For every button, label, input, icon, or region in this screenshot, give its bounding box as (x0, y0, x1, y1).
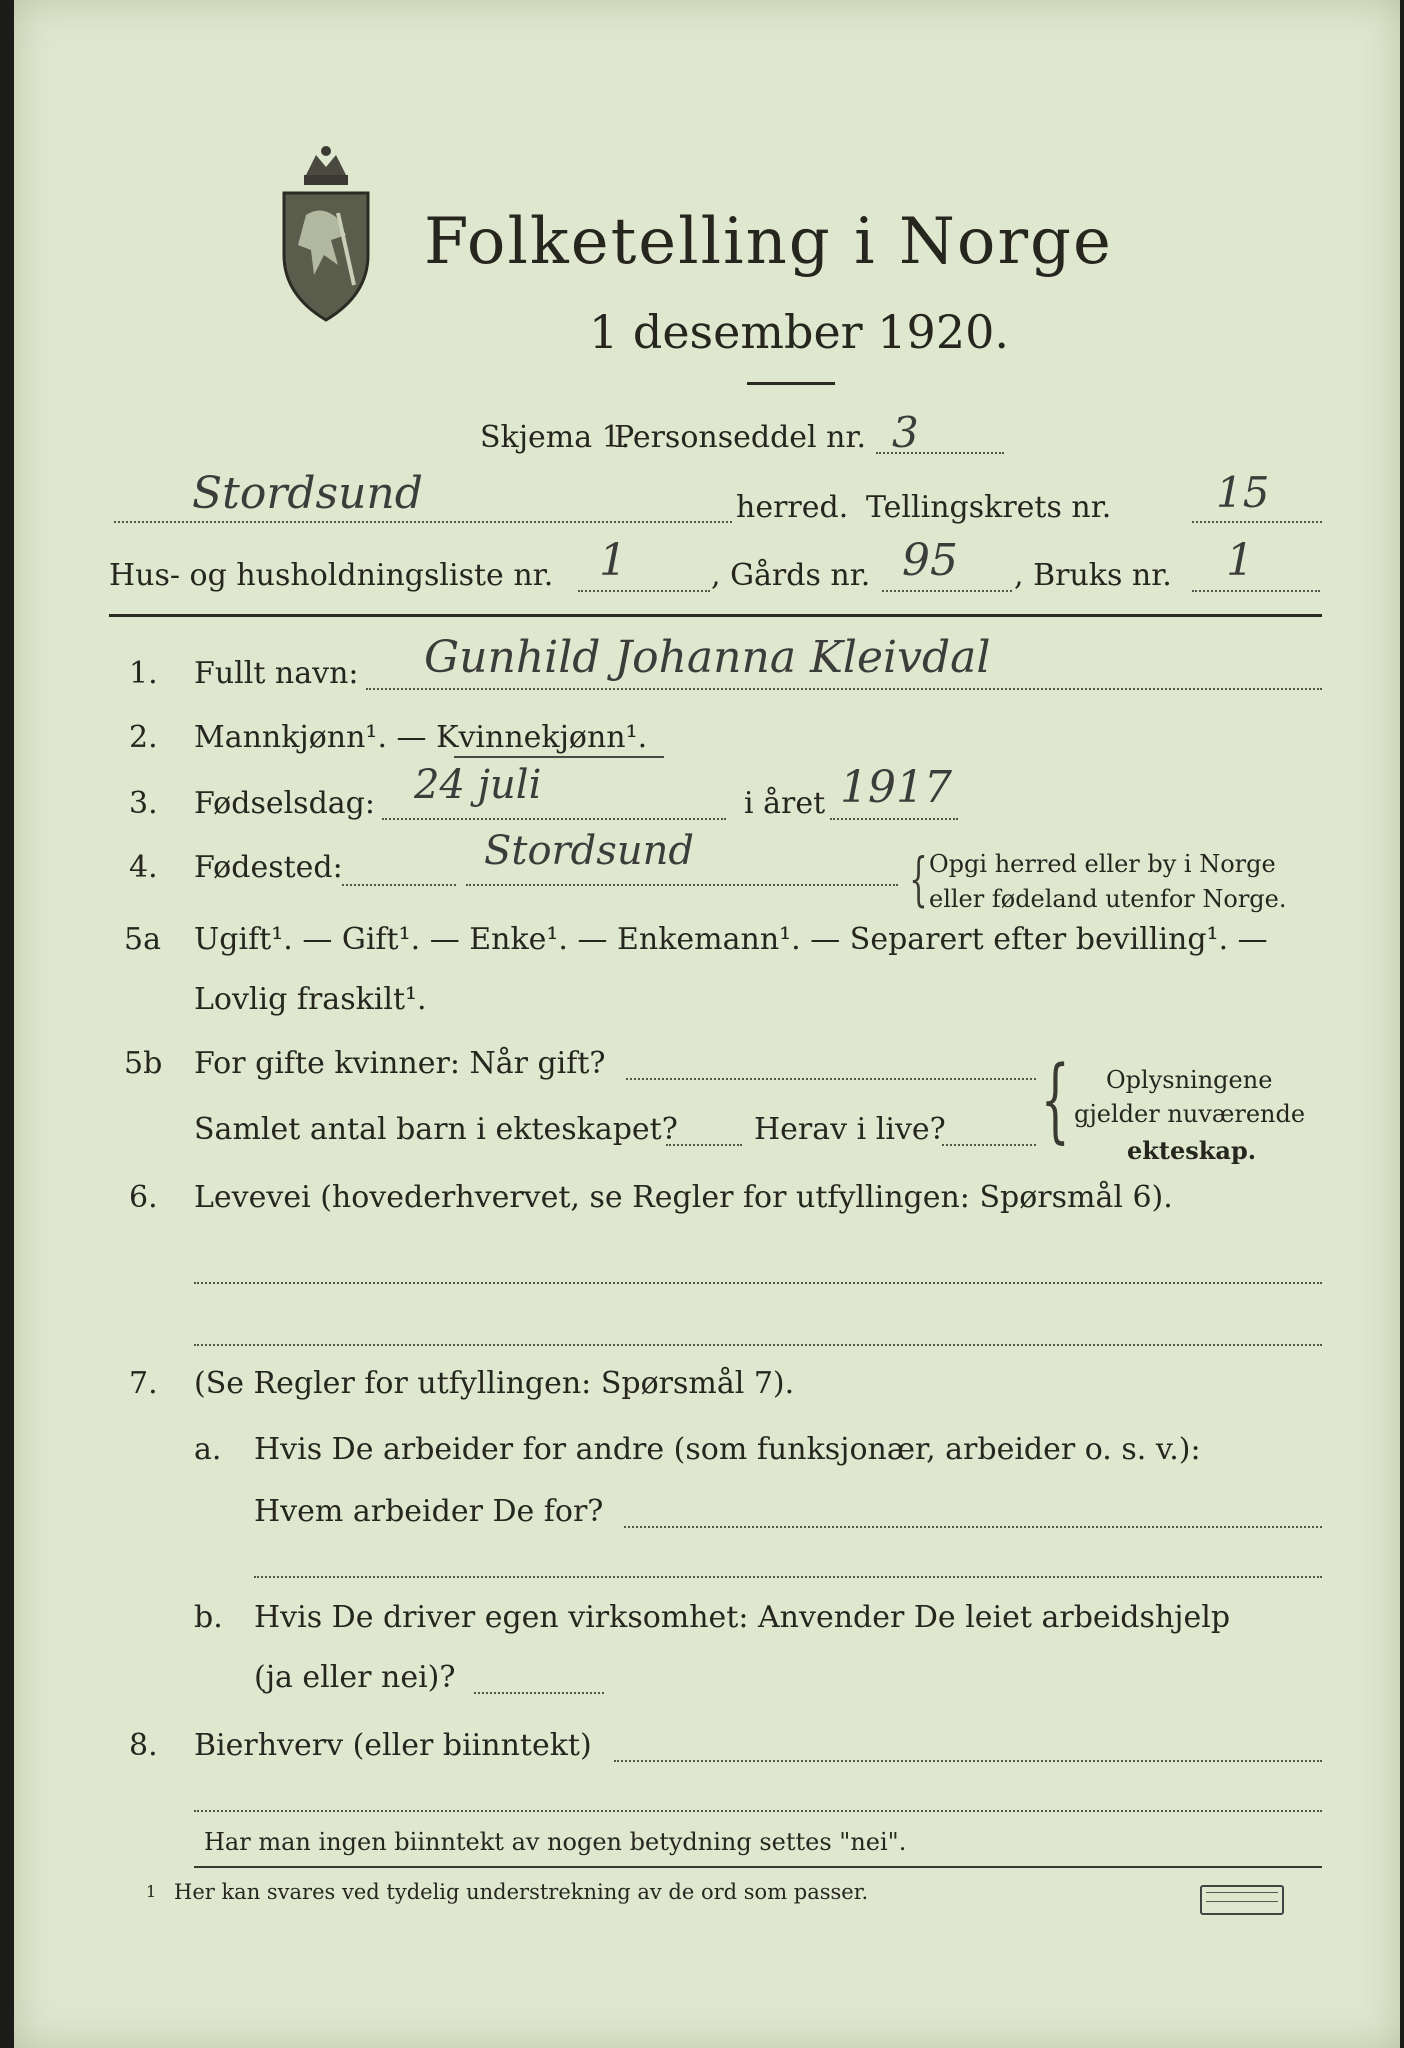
bruks-line (1192, 590, 1320, 592)
q3-year-line (830, 818, 958, 820)
q7a-line-extra (254, 1576, 1322, 1578)
q7b-line2: (ja eller nei)? (254, 1660, 456, 1695)
q5b-line2a: Samlet antal barn i ekteskapet? (194, 1112, 678, 1147)
q6-number: 6. (129, 1180, 158, 1215)
q3-number: 3. (129, 786, 158, 821)
q7a-line1: Hvis De arbeider for andre (som funksjonær, arbeider o. s. v.): (254, 1432, 1201, 1467)
q8-number: 8. (129, 1728, 158, 1763)
q4-label: Fødested: (194, 850, 343, 885)
census-form-sheet (14, 0, 1400, 2048)
q5b-note-line3: ekteskap. (1127, 1136, 1257, 1165)
q3-value: 24 juli (414, 762, 542, 808)
q4-note-line2: eller fødeland utenfor Norge. (929, 885, 1287, 913)
q3-year-label: i året (744, 786, 826, 821)
q7-number: 7. (129, 1366, 158, 1401)
census-date: 1 desember 1920. (589, 305, 1009, 359)
q5b-note-line1: Oplysningene (1106, 1066, 1273, 1094)
tellingskrets-label: Tellingskrets nr. (866, 490, 1112, 525)
q4-value: Stordsund (484, 828, 694, 874)
q1-number: 1. (129, 656, 158, 691)
q8-line (614, 1760, 1322, 1762)
gards-value: 95 (902, 535, 958, 586)
printer-stamp-icon (1200, 1885, 1284, 1915)
q7a-letter: a. (194, 1432, 222, 1467)
q3-label: Fødselsdag: (194, 786, 375, 821)
tellingskrets-value: 15 (1216, 468, 1270, 517)
q4-number: 4. (129, 850, 158, 885)
tellingskrets-line (1192, 521, 1322, 523)
q1-label: Fullt navn: (194, 656, 359, 691)
bruks-value: 1 (1226, 535, 1254, 586)
q6-line1 (194, 1282, 1322, 1284)
q1-value: Gunhild Johanna Kleivdal (424, 632, 991, 683)
q7b-line1: Hvis De driver egen virksomhet: Anvender De leiet arbeidshjelp (254, 1600, 1231, 1635)
q7-text: (Se Regler for utfyllingen: Spørsmål 7). (194, 1366, 795, 1401)
title-divider (747, 382, 835, 385)
q2-underline-mark (454, 756, 664, 758)
q8-line-extra (194, 1810, 1322, 1812)
q4-note-line1: Opgi herred eller by i Norge (929, 850, 1276, 878)
q5b-married-line (626, 1078, 1036, 1080)
q5b-brace: { (1040, 1046, 1070, 1153)
q1-line (366, 688, 1322, 690)
q5a-line1: Ugift¹. — Gift¹. — Enke¹. — Enkemann¹. — Separert efter bevilling¹. — (194, 922, 1268, 957)
q5b-line2b: Herav i live? (754, 1112, 946, 1147)
q4-line-b (466, 884, 898, 886)
q7a-line2: Hvem arbeider De for? (254, 1494, 604, 1529)
q5b-number: 5b (124, 1046, 163, 1081)
q4-line-a (342, 884, 456, 886)
q8-text: Bierhverv (eller biinntekt) (194, 1728, 592, 1763)
header-divider (109, 614, 1322, 617)
q7b-line-answer (474, 1692, 604, 1694)
q5a-number: 5a (124, 922, 161, 957)
footnote-mark: 1 (146, 1882, 157, 1901)
q5b-children-line (666, 1144, 742, 1146)
q5b-line1: For gifte kvinner: Når gift? (194, 1046, 606, 1081)
husholdning-value: 1 (599, 535, 627, 586)
q5b-note-line2: gjelder nuværende (1074, 1100, 1306, 1128)
personseddel-label: Personseddel nr. (614, 420, 867, 455)
q2-text: Mannkjønn¹. — Kvinnekjønn¹. (194, 720, 648, 755)
q5a-line2: Lovlig fraskilt¹. (194, 982, 427, 1017)
q3-year-value: 1917 (840, 762, 952, 813)
norway-coat-of-arms-icon (276, 145, 376, 325)
footnote-text: Her kan svares ved tydelig understrekning av de ord som passer. (174, 1880, 869, 1904)
q5b-alive-line (942, 1144, 1036, 1146)
gards-label: , Gårds nr. (711, 558, 871, 593)
q6-text: Levevei (hovederhvervet, se Regler for utfyllingen: Spørsmål 6). (194, 1180, 1173, 1215)
q7b-letter: b. (194, 1600, 223, 1635)
footer-note: Har man ingen biinntekt av nogen betydning settes "nei". (204, 1828, 907, 1856)
herred-value: Stordsund (192, 468, 423, 519)
gards-line (882, 590, 1012, 592)
q7a-line-answer (624, 1526, 1322, 1528)
herred-line (114, 521, 732, 523)
form-title: Folketelling i Norge (424, 205, 1113, 279)
schema-label: Skjema 1. (480, 420, 631, 455)
husholdning-label: Hus- og husholdningsliste nr. (109, 558, 554, 593)
personseddel-value: 3 (892, 408, 919, 457)
q4-brace: { (909, 845, 928, 913)
q2-number: 2. (129, 720, 158, 755)
q3-line (382, 818, 726, 820)
bruks-label: , Bruks nr. (1014, 558, 1172, 593)
herred-label: herred. (736, 490, 849, 525)
husholdning-line (578, 590, 710, 592)
footer-divider (194, 1866, 1322, 1868)
q6-line2 (194, 1344, 1322, 1346)
